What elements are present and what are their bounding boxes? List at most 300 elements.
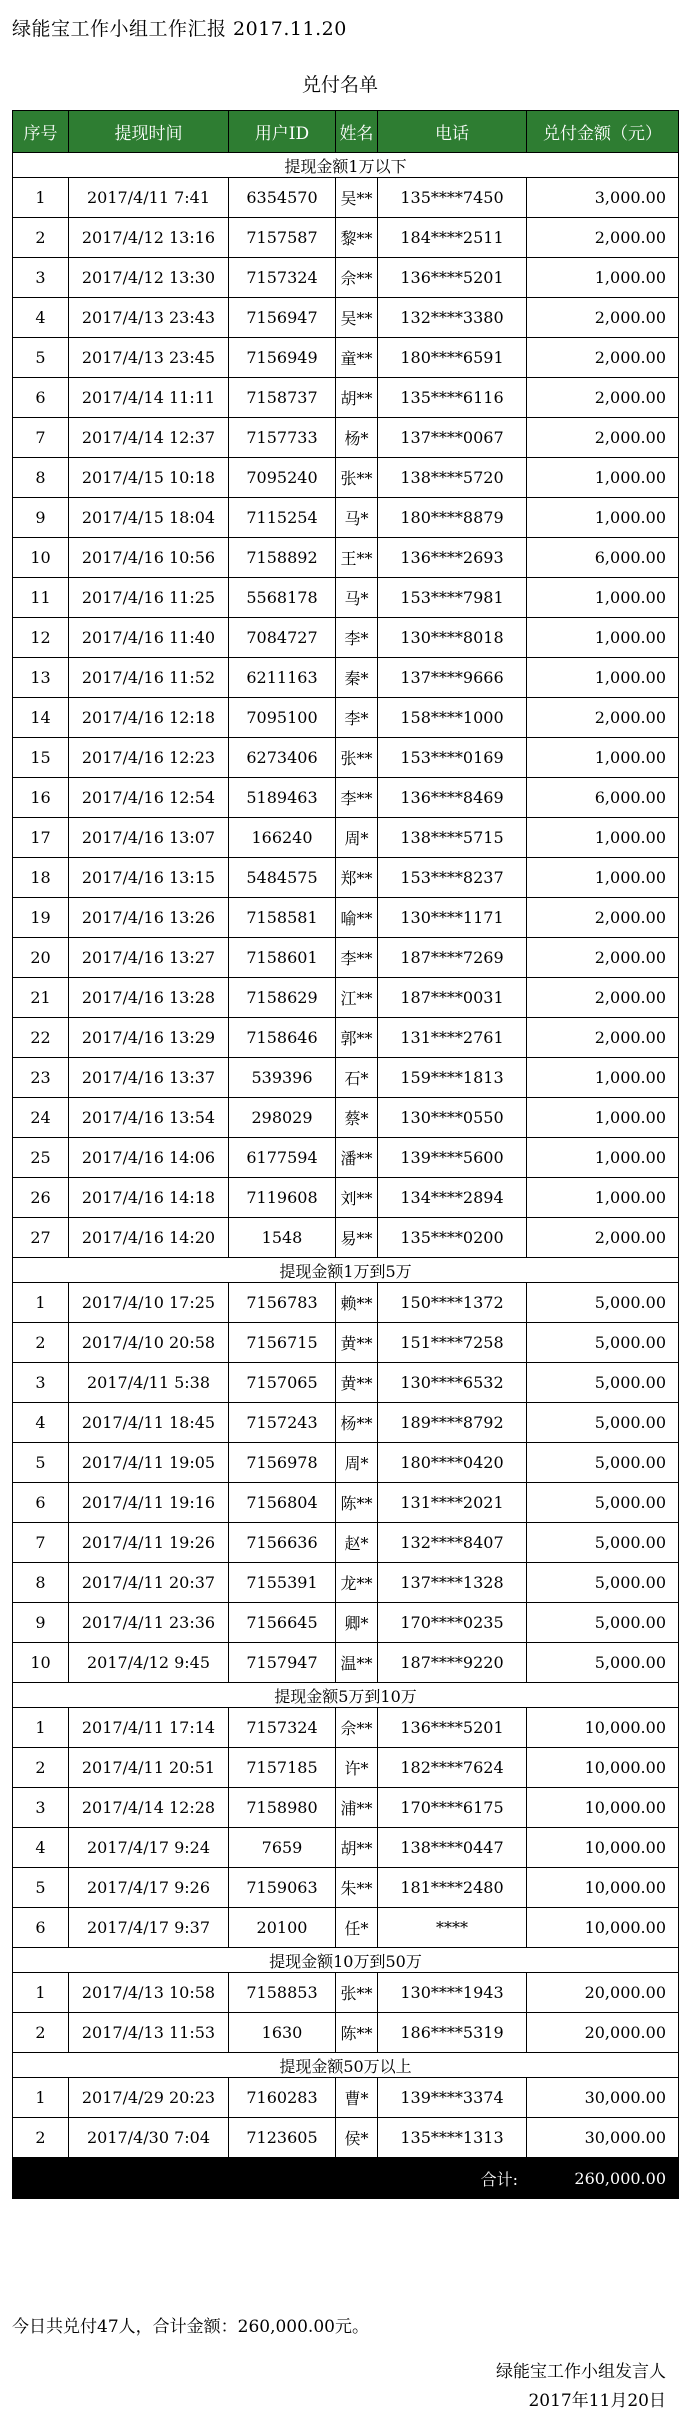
cell-time: 2017/4/16 10:56: [69, 538, 229, 578]
cell-amount: 2,000.00: [527, 898, 679, 938]
cell-name: 朱**: [336, 1868, 378, 1908]
cell-phone: 180****0420: [378, 1443, 527, 1483]
table-row: [13, 578, 679, 618]
cell-index: 2: [13, 2013, 69, 2053]
cell-time: 2017/4/16 12:23: [69, 738, 229, 778]
cell-time: 2017/4/16 14:20: [69, 1218, 229, 1258]
cell-index: 23: [13, 1058, 69, 1098]
table-row: [13, 978, 679, 1018]
cell-index: 2: [13, 2118, 69, 2158]
cell-name: 黎**: [336, 218, 378, 258]
cell-user-id: 7156645: [229, 1603, 336, 1643]
cell-time: 2017/4/13 10:58: [69, 1973, 229, 2013]
col-header-amount: 兑付金额（元）: [527, 111, 679, 153]
cell-name: 张**: [336, 738, 378, 778]
cell-index: 14: [13, 698, 69, 738]
total-label: 合计:: [13, 2158, 527, 2199]
cell-index: 17: [13, 818, 69, 858]
section-label: 提现金额50万以上: [13, 2053, 679, 2078]
cell-phone: 137****1328: [378, 1563, 527, 1603]
cell-index: 5: [13, 1443, 69, 1483]
issue-date: 2017年11月20日: [528, 2391, 666, 2411]
cell-name: 卿*: [336, 1603, 378, 1643]
cell-user-id: 7156947: [229, 298, 336, 338]
cell-amount: 1,000.00: [527, 658, 679, 698]
table-row: [13, 1643, 679, 1683]
cell-amount: 5,000.00: [527, 1363, 679, 1403]
cell-name: 喻**: [336, 898, 378, 938]
table-row: [13, 1138, 679, 1178]
cell-name: 郑**: [336, 858, 378, 898]
table-row: [13, 338, 679, 378]
cell-index: 12: [13, 618, 69, 658]
cell-phone: 136****5201: [378, 1708, 527, 1748]
table-row: [13, 858, 679, 898]
cell-amount: 2,000.00: [527, 218, 679, 258]
cell-index: 3: [13, 258, 69, 298]
cell-amount: 5,000.00: [527, 1603, 679, 1643]
cell-index: 18: [13, 858, 69, 898]
cell-index: 3: [13, 1363, 69, 1403]
cell-time: 2017/4/16 13:28: [69, 978, 229, 1018]
cell-name: 黄**: [336, 1323, 378, 1363]
cell-amount: 1,000.00: [527, 858, 679, 898]
cell-user-id: 7157733: [229, 418, 336, 458]
issuer-signature: 绿能宝工作小组发言人: [496, 2362, 666, 2382]
cell-amount: 5,000.00: [527, 1283, 679, 1323]
cell-time: 2017/4/13 23:43: [69, 298, 229, 338]
cell-user-id: 7157324: [229, 1708, 336, 1748]
cell-phone: 137****9666: [378, 658, 527, 698]
cell-index: 4: [13, 1828, 69, 1868]
cell-amount: 5,000.00: [527, 1563, 679, 1603]
cell-phone: 184****2511: [378, 218, 527, 258]
cell-amount: 2,000.00: [527, 938, 679, 978]
col-header-name: 姓名: [336, 111, 378, 153]
cell-name: 周*: [336, 1443, 378, 1483]
cell-name: 龙**: [336, 1563, 378, 1603]
cell-name: 王**: [336, 538, 378, 578]
cell-user-id: 7157947: [229, 1643, 336, 1683]
table-row: [13, 778, 679, 818]
cell-user-id: 6273406: [229, 738, 336, 778]
cell-index: 21: [13, 978, 69, 1018]
cell-phone: 170****0235: [378, 1603, 527, 1643]
cell-name: 曹*: [336, 2078, 378, 2118]
cell-phone: 136****8469: [378, 778, 527, 818]
cell-user-id: 5484575: [229, 858, 336, 898]
cell-name: 温**: [336, 1643, 378, 1683]
table-row: [13, 898, 679, 938]
table-row: [13, 618, 679, 658]
cell-user-id: 7158980: [229, 1788, 336, 1828]
cell-name: 张**: [336, 458, 378, 498]
cell-time: 2017/4/16 14:18: [69, 1178, 229, 1218]
cell-user-id: 7156804: [229, 1483, 336, 1523]
section-label: 提现金额1万以下: [13, 153, 679, 178]
cell-amount: 10,000.00: [527, 1908, 679, 1948]
cell-phone: 182****7624: [378, 1748, 527, 1788]
cell-phone: 159****1813: [378, 1058, 527, 1098]
cell-phone: 132****3380: [378, 298, 527, 338]
cell-user-id: 7156783: [229, 1283, 336, 1323]
cell-name: 杨*: [336, 418, 378, 458]
cell-user-id: 7158581: [229, 898, 336, 938]
table-row: [13, 1523, 679, 1563]
cell-amount: 3,000.00: [527, 178, 679, 218]
cell-time: 2017/4/11 17:14: [69, 1708, 229, 1748]
cell-phone: 130****8018: [378, 618, 527, 658]
cell-user-id: 7158853: [229, 1973, 336, 2013]
cell-time: 2017/4/12 13:30: [69, 258, 229, 298]
cell-amount: 2,000.00: [527, 978, 679, 1018]
cell-time: 2017/4/11 5:38: [69, 1363, 229, 1403]
table-row: [13, 1098, 679, 1138]
cell-amount: 1,000.00: [527, 258, 679, 298]
cell-phone: 180****6591: [378, 338, 527, 378]
cell-amount: 5,000.00: [527, 1483, 679, 1523]
cell-user-id: 7123605: [229, 2118, 336, 2158]
cell-user-id: 7084727: [229, 618, 336, 658]
table-row: [13, 1788, 679, 1828]
cell-amount: 1,000.00: [527, 458, 679, 498]
cell-phone: 135****0200: [378, 1218, 527, 1258]
cell-name: 黄**: [336, 1363, 378, 1403]
table-row: [13, 1218, 679, 1258]
cell-time: 2017/4/16 11:25: [69, 578, 229, 618]
cell-time: 2017/4/11 18:45: [69, 1403, 229, 1443]
cell-phone: 134****2894: [378, 1178, 527, 1218]
table-row: [13, 698, 679, 738]
cell-phone: 130****0550: [378, 1098, 527, 1138]
cell-time: 2017/4/17 9:37: [69, 1908, 229, 1948]
cell-time: 2017/4/10 17:25: [69, 1283, 229, 1323]
cell-index: 16: [13, 778, 69, 818]
cell-name: 江**: [336, 978, 378, 1018]
cell-phone: 180****8879: [378, 498, 527, 538]
cell-name: 陈**: [336, 2013, 378, 2053]
table-row: [13, 1403, 679, 1443]
table-row: [13, 1708, 679, 1748]
cell-amount: 2,000.00: [527, 1018, 679, 1058]
cell-time: 2017/4/16 13:07: [69, 818, 229, 858]
cell-user-id: 6177594: [229, 1138, 336, 1178]
table-row: [13, 1908, 679, 1948]
cell-amount: 10,000.00: [527, 1708, 679, 1748]
cell-user-id: 7158601: [229, 938, 336, 978]
table-row: [13, 1563, 679, 1603]
cell-user-id: 7157324: [229, 258, 336, 298]
cell-amount: 1,000.00: [527, 1058, 679, 1098]
cell-amount: 2,000.00: [527, 698, 679, 738]
cell-phone: 153****8237: [378, 858, 527, 898]
total-row: [13, 2158, 679, 2199]
cell-amount: 20,000.00: [527, 2013, 679, 2053]
cell-amount: 1,000.00: [527, 738, 679, 778]
cell-amount: 2,000.00: [527, 418, 679, 458]
cell-time: 2017/4/16 13:26: [69, 898, 229, 938]
cell-user-id: 7156715: [229, 1323, 336, 1363]
cell-time: 2017/4/16 11:40: [69, 618, 229, 658]
cell-user-id: 6354570: [229, 178, 336, 218]
cell-amount: 1,000.00: [527, 498, 679, 538]
cell-name: 易**: [336, 1218, 378, 1258]
cell-phone: 131****2761: [378, 1018, 527, 1058]
cell-time: 2017/4/16 13:37: [69, 1058, 229, 1098]
cell-user-id: 7158629: [229, 978, 336, 1018]
cell-index: 1: [13, 2078, 69, 2118]
cell-index: 26: [13, 1178, 69, 1218]
cell-amount: 5,000.00: [527, 1403, 679, 1443]
col-header-user-id: 用户ID: [229, 111, 336, 153]
table-row: [13, 938, 679, 978]
cell-user-id: 20100: [229, 1908, 336, 1948]
cell-user-id: 7157243: [229, 1403, 336, 1443]
cell-user-id: 7157065: [229, 1363, 336, 1403]
cell-amount: 30,000.00: [527, 2118, 679, 2158]
cell-amount: 5,000.00: [527, 1643, 679, 1683]
table-row: [13, 458, 679, 498]
cell-time: 2017/4/14 12:37: [69, 418, 229, 458]
cell-amount: 1,000.00: [527, 618, 679, 658]
cell-time: 2017/4/12 9:45: [69, 1643, 229, 1683]
cell-time: 2017/4/16 13:29: [69, 1018, 229, 1058]
table-row: [13, 178, 679, 218]
section-label: 提现金额10万到50万: [13, 1948, 679, 1973]
table-row: [13, 1603, 679, 1643]
cell-user-id: 7158892: [229, 538, 336, 578]
cell-amount: 5,000.00: [527, 1443, 679, 1483]
cell-amount: 2,000.00: [527, 1218, 679, 1258]
cell-amount: 1,000.00: [527, 578, 679, 618]
cell-amount: 1,000.00: [527, 818, 679, 858]
cell-phone: 130****1943: [378, 1973, 527, 2013]
cell-phone: 150****1372: [378, 1283, 527, 1323]
cell-user-id: 7156949: [229, 338, 336, 378]
cell-index: 1: [13, 1708, 69, 1748]
list-subtitle: 兑付名单: [301, 74, 378, 96]
cell-user-id: 539396: [229, 1058, 336, 1098]
cell-phone: 135****6116: [378, 378, 527, 418]
cell-index: 2: [13, 218, 69, 258]
table-row: [13, 418, 679, 458]
cell-index: 4: [13, 1403, 69, 1443]
cell-name: 马*: [336, 498, 378, 538]
cell-name: 佘**: [336, 1708, 378, 1748]
cell-time: 2017/4/12 13:16: [69, 218, 229, 258]
cell-time: 2017/4/11 19:26: [69, 1523, 229, 1563]
col-header-time: 提现时间: [69, 111, 229, 153]
table-row: [13, 658, 679, 698]
cell-name: 李*: [336, 698, 378, 738]
cell-index: 7: [13, 1523, 69, 1563]
cell-amount: 1,000.00: [527, 1098, 679, 1138]
cell-index: 10: [13, 538, 69, 578]
cell-amount: 30,000.00: [527, 2078, 679, 2118]
cell-index: 7: [13, 418, 69, 458]
cell-user-id: 6211163: [229, 658, 336, 698]
table-row: [13, 1058, 679, 1098]
cell-index: 2: [13, 1323, 69, 1363]
section-header-row: [13, 1683, 679, 1708]
cell-time: 2017/4/16 14:06: [69, 1138, 229, 1178]
cell-phone: 139****3374: [378, 2078, 527, 2118]
page-title: 绿能宝工作小组工作汇报 2017.11.20: [12, 18, 347, 40]
cell-time: 2017/4/16 12:54: [69, 778, 229, 818]
cell-phone: 135****7450: [378, 178, 527, 218]
cell-name: 陈**: [336, 1483, 378, 1523]
cell-phone: 187****9220: [378, 1643, 527, 1683]
cell-name: 郭**: [336, 1018, 378, 1058]
cell-index: 11: [13, 578, 69, 618]
payout-table: [12, 110, 679, 2199]
cell-index: 2: [13, 1748, 69, 1788]
table-row: [13, 1483, 679, 1523]
cell-user-id: 7160283: [229, 2078, 336, 2118]
col-header-index: 序号: [13, 111, 69, 153]
cell-time: 2017/4/13 23:45: [69, 338, 229, 378]
cell-name: 李**: [336, 778, 378, 818]
table-row: [13, 818, 679, 858]
cell-time: 2017/4/29 20:23: [69, 2078, 229, 2118]
cell-phone: 186****5319: [378, 2013, 527, 2053]
table-row: [13, 378, 679, 418]
cell-name: 李*: [336, 618, 378, 658]
cell-phone: 158****1000: [378, 698, 527, 738]
cell-user-id: 5189463: [229, 778, 336, 818]
cell-name: 任*: [336, 1908, 378, 1948]
cell-amount: 20,000.00: [527, 1973, 679, 2013]
table-row: [13, 1178, 679, 1218]
cell-user-id: 166240: [229, 818, 336, 858]
cell-index: 27: [13, 1218, 69, 1258]
cell-phone: ****: [378, 1908, 527, 1948]
cell-phone: 130****6532: [378, 1363, 527, 1403]
cell-time: 2017/4/14 11:11: [69, 378, 229, 418]
cell-time: 2017/4/17 9:24: [69, 1828, 229, 1868]
cell-time: 2017/4/30 7:04: [69, 2118, 229, 2158]
cell-amount: 1,000.00: [527, 1178, 679, 1218]
cell-user-id: 7659: [229, 1828, 336, 1868]
cell-time: 2017/4/11 7:41: [69, 178, 229, 218]
table-row: [13, 538, 679, 578]
cell-user-id: 7155391: [229, 1563, 336, 1603]
cell-time: 2017/4/16 12:18: [69, 698, 229, 738]
cell-amount: 2,000.00: [527, 298, 679, 338]
cell-index: 5: [13, 1868, 69, 1908]
cell-phone: 187****0031: [378, 978, 527, 1018]
cell-phone: 132****8407: [378, 1523, 527, 1563]
cell-index: 1: [13, 178, 69, 218]
cell-index: 4: [13, 298, 69, 338]
cell-phone: 136****2693: [378, 538, 527, 578]
cell-name: 许*: [336, 1748, 378, 1788]
cell-name: 石*: [336, 1058, 378, 1098]
table-row: [13, 1323, 679, 1363]
table-row: [13, 258, 679, 298]
cell-user-id: 7157185: [229, 1748, 336, 1788]
cell-time: 2017/4/15 18:04: [69, 498, 229, 538]
cell-name: 吴**: [336, 298, 378, 338]
cell-name: 马*: [336, 578, 378, 618]
cell-name: 胡**: [336, 1828, 378, 1868]
cell-name: 杨**: [336, 1403, 378, 1443]
cell-name: 秦*: [336, 658, 378, 698]
cell-amount: 6,000.00: [527, 538, 679, 578]
cell-phone: 136****5201: [378, 258, 527, 298]
cell-time: 2017/4/11 20:37: [69, 1563, 229, 1603]
cell-phone: 153****7981: [378, 578, 527, 618]
table-row: [13, 218, 679, 258]
cell-name: 赵*: [336, 1523, 378, 1563]
table-row: [13, 1443, 679, 1483]
section-header-row: [13, 2053, 679, 2078]
cell-user-id: 7158646: [229, 1018, 336, 1058]
cell-amount: 2,000.00: [527, 378, 679, 418]
table-row: [13, 298, 679, 338]
cell-index: 1: [13, 1283, 69, 1323]
cell-name: 侯*: [336, 2118, 378, 2158]
cell-phone: 130****1171: [378, 898, 527, 938]
cell-user-id: 7115254: [229, 498, 336, 538]
cell-phone: 187****7269: [378, 938, 527, 978]
cell-index: 22: [13, 1018, 69, 1058]
cell-phone: 138****5720: [378, 458, 527, 498]
cell-phone: 131****2021: [378, 1483, 527, 1523]
table-row: [13, 1748, 679, 1788]
table-row: [13, 1828, 679, 1868]
cell-amount: 2,000.00: [527, 338, 679, 378]
cell-user-id: 7095240: [229, 458, 336, 498]
cell-index: 6: [13, 1483, 69, 1523]
cell-index: 15: [13, 738, 69, 778]
cell-index: 6: [13, 378, 69, 418]
cell-time: 2017/4/11 19:16: [69, 1483, 229, 1523]
cell-time: 2017/4/16 11:52: [69, 658, 229, 698]
table-row: [13, 1283, 679, 1323]
cell-name: 刘**: [336, 1178, 378, 1218]
table-row: [13, 1973, 679, 2013]
total-value: 260,000.00: [527, 2158, 679, 2199]
cell-phone: 170****6175: [378, 1788, 527, 1828]
cell-phone: 137****0067: [378, 418, 527, 458]
cell-phone: 189****8792: [378, 1403, 527, 1443]
cell-index: 9: [13, 1603, 69, 1643]
cell-amount: 1,000.00: [527, 1138, 679, 1178]
table-body: [13, 153, 679, 2199]
cell-name: 胡**: [336, 378, 378, 418]
cell-time: 2017/4/14 12:28: [69, 1788, 229, 1828]
cell-name: 童**: [336, 338, 378, 378]
cell-time: 2017/4/16 13:15: [69, 858, 229, 898]
cell-name: 周*: [336, 818, 378, 858]
cell-phone: 181****2480: [378, 1868, 527, 1908]
cell-name: 蔡*: [336, 1098, 378, 1138]
cell-name: 佘**: [336, 258, 378, 298]
cell-user-id: 7156636: [229, 1523, 336, 1563]
cell-amount: 10,000.00: [527, 1828, 679, 1868]
table-row: [13, 2078, 679, 2118]
cell-user-id: 7157587: [229, 218, 336, 258]
cell-name: 赖**: [336, 1283, 378, 1323]
cell-user-id: 7158737: [229, 378, 336, 418]
cell-index: 10: [13, 1643, 69, 1683]
section-label: 提现金额1万到5万: [13, 1258, 679, 1283]
section-label: 提现金额5万到10万: [13, 1683, 679, 1708]
cell-index: 13: [13, 658, 69, 698]
cell-index: 8: [13, 458, 69, 498]
cell-phone: 151****7258: [378, 1323, 527, 1363]
